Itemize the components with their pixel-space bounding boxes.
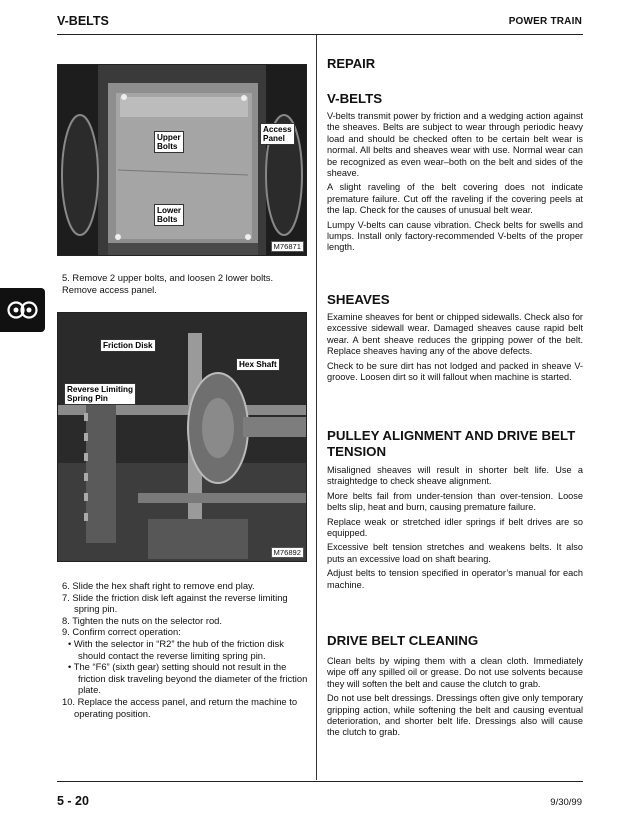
step-10: 10. Replace the access panel, and return the machine to operating position. (62, 695, 298, 719)
label-friction-disk: Friction Disk (100, 339, 156, 352)
step-8: 8. Tighten the nuts on the selector rod. (62, 614, 222, 626)
figure-friction-disk-photo (57, 312, 307, 562)
label-reverse-limiting-spring-pin: Reverse Limiting Spring Pin (64, 383, 136, 405)
figure-id: M76892 (271, 547, 304, 558)
label-upper-bolts: Upper Bolts (154, 131, 184, 153)
paragraph: More belts fail from under-tension than over-tension. Loose belts slip, heat and burn, causing premature failure. (327, 490, 583, 513)
figure-access-panel-photo (57, 64, 307, 256)
revision-date: 9/30/99 (550, 797, 582, 808)
sheaves-body (327, 312, 583, 383)
paragraph: Check to be sure dirt has not lodged and packed in sheave V-groove. Loosen dirt so it will fallout when machine is started. (327, 360, 583, 383)
paragraph: Adjust belts to tension specified in operator’s manual for each machine. (327, 568, 583, 590)
label-lower-bolts: Lower Bolts (154, 204, 184, 226)
pulley-alignment-body (327, 465, 583, 591)
procedure-steps (58, 580, 310, 719)
page-number: 5 - 20 (57, 794, 89, 808)
label-hex-shaft: Hex Shaft (236, 358, 280, 371)
step-5: 5. Remove 2 upper bolts, and loosen 2 lower bolts. Remove access panel. (62, 272, 274, 295)
vbelts-heading: V-BELTS (327, 91, 383, 106)
step-9-bullet-r2: • With the selector in “R2” the hub of the friction disk should contact the reverse limiting spring pin. (68, 637, 284, 661)
repair-heading: REPAIR (327, 56, 376, 71)
drive-belt-cleaning-heading: DRIVE BELT CLEANING (327, 633, 479, 648)
paragraph: Excessive belt tension stretches and weakens belts. It also puts an excessive load on shaft bearing. (327, 542, 583, 564)
header-chapter-title: POWER TRAIN (508, 16, 582, 27)
footer-rule (57, 781, 583, 782)
paragraph: Replace weak or stretched idler springs if belt drives are so equipped. (327, 516, 583, 539)
paragraph: V-belts transmit power by friction and a wedging action against the sheaves. Belts are subject to wear through periodic heavy load and should be checked often to be certain belt wear is normal. All belts and sheaves wear with use. Normal wear can be recognized as even wear–both on the belt and sides of the sheave. (327, 111, 583, 179)
paragraph: Examine sheaves for bent or chipped sidewalls. Check also for excessive sidewall wear. Damaged sheaves cause rapid belt wear. A bent sheave reduces the gripping power of the belt. Replace sheaves having any of the above defects. (327, 312, 583, 357)
section-tab (0, 288, 45, 332)
drive-belt-cleaning-body (327, 656, 583, 739)
vbelts-body (327, 111, 583, 254)
paragraph: Lumpy V-belts can cause vibration. Check belts for swells and lumps. Install only factory-recommended V-belts of the proper length. (327, 219, 583, 253)
step-6: 6. Slide the hex shaft right to remove end play. (62, 580, 255, 591)
header-section-title: V-BELTS (57, 14, 109, 28)
header-rule (57, 34, 583, 35)
sheaves-heading: SHEAVES (327, 292, 390, 307)
belt-icon (0, 288, 45, 332)
column-divider (316, 35, 317, 780)
figure-id: M76871 (271, 241, 304, 252)
step-9-bullet-f6: • The “F6” (sixth gear) setting should not result in the friction disk traveling beyond the diameter of the friction plate. (68, 661, 308, 696)
paragraph: Do not use belt dressings. Dressings often give only temporary gripping action, while softening the belt and causing eventual deterioration, and shorter belt life. Dressings also will cause the clutch to grab. (327, 693, 583, 738)
step-7: 7. Slide the friction disk left against the reverse limiting spring pin. (62, 591, 288, 615)
paragraph: A slight raveling of the belt covering does not indicate premature failure. Cut off the raveling if the covering peels at the lap. Check for the causes of unusual belt wear. (327, 182, 583, 216)
pulley-alignment-heading: PULLEY ALIGNMENT AND DRIVE BELT TENSION (327, 428, 576, 459)
paragraph: Misaligned sheaves will result in shorter belt life. Use a straightedge to check sheave alignment. (327, 465, 583, 487)
label-access-panel: Access Panel (260, 123, 295, 145)
paragraph: Clean belts by wiping them with a clean cloth. Immediately wipe off any spilled oil or grease. Do not use solvents because they will soften the belt and cause the clutch to grab. (327, 656, 583, 689)
step-9: 9. Confirm correct operation: (62, 626, 181, 638)
